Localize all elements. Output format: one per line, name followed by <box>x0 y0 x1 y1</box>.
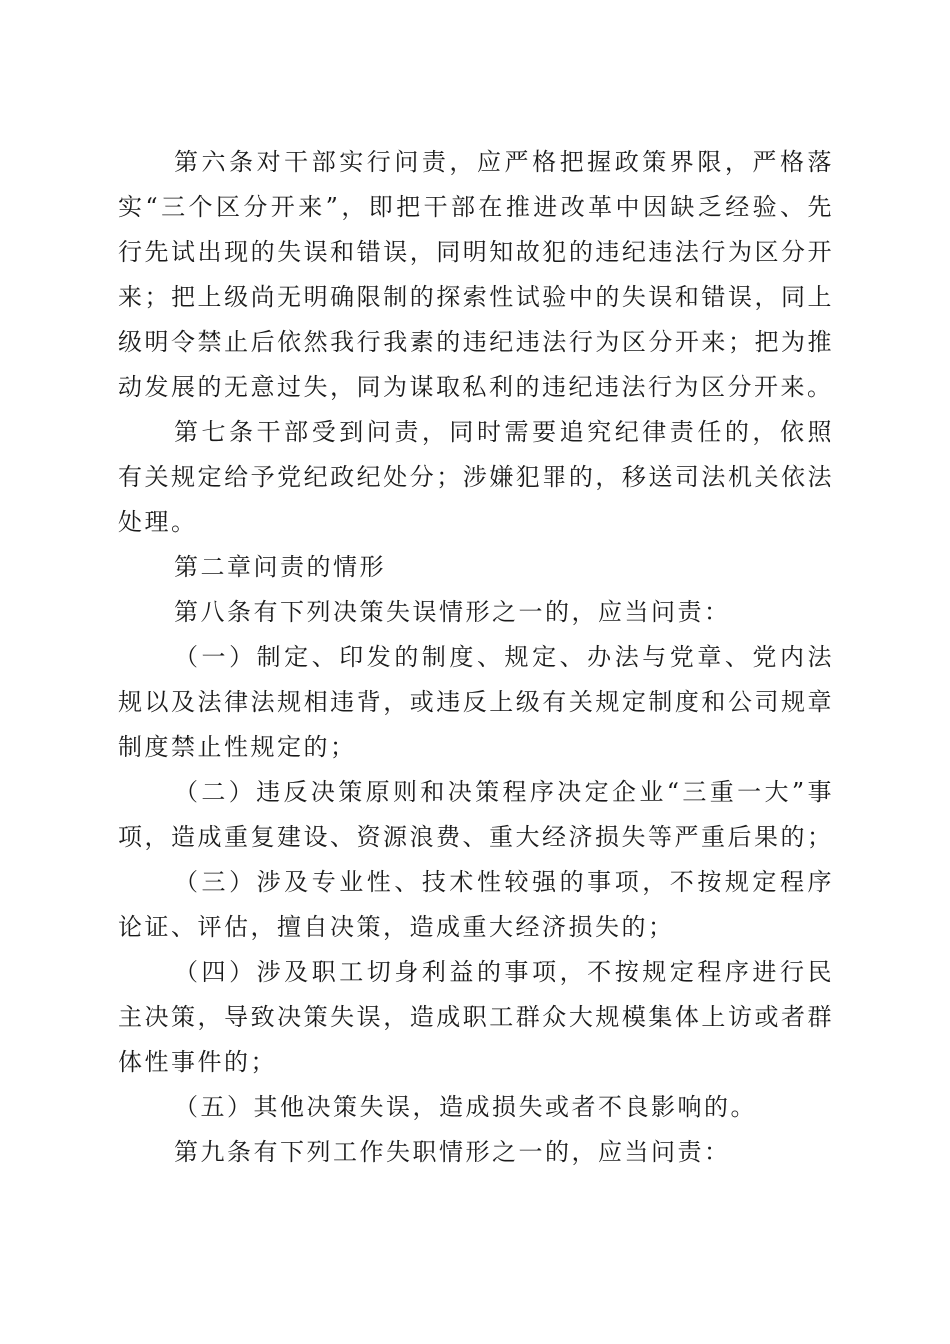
article-6-paragraph: 第六条对干部实行问责，应严格把握政策界限，严格落实“三个区分开来”，即把干部在推进改革中因缺乏经验、先行先试出现的失误和错误，同明知故犯的违纪违法行为区分开来；把上级尚无明确限制的探索性试验中的失误和错误，同上级明令禁止后依然我行我素的违纪违法行为区分开来；把为推动发展的无意过失，同为谋取私利的违纪违法行为区分开来。 <box>118 148 834 401</box>
article-8-item-1: （一）制定、印发的制度、规定、办法与党章、党内法规以及法律法规相违背，或违反上级有关规定制度和公司规章制度禁止性规定的； <box>118 643 834 761</box>
article-8-item-4: （四）涉及职工切身利益的事项，不按规定程序进行民主决策，导致决策失误，造成职工群众大规模集体上访或者群体性事件的； <box>118 958 834 1076</box>
article-7-paragraph: 第七条干部受到问责，同时需要追究纪律责任的，依照有关规定给予党纪政纪处分；涉嫌犯罪的，移送司法机关依法处理。 <box>118 418 834 536</box>
chapter-2-heading: 第二章问责的情形 <box>174 553 386 581</box>
document-page <box>118 140 834 1175</box>
article-8-paragraph: 第八条有下列决策失误情形之一的，应当问责： <box>174 598 731 626</box>
article-8-item-3: （三）涉及专业性、技术性较强的事项，不按规定程序论证、评估，擅自决策，造成重大经济损失的； <box>118 868 834 941</box>
article-8-item-2: （二）违反决策原则和决策程序决定企业“三重一大”事项，造成重复建设、资源浪费、重大经济损失等严重后果的； <box>118 778 834 851</box>
article-9-paragraph: 第九条有下列工作失职情形之一的，应当问责： <box>174 1138 731 1166</box>
article-8-item-5: （五）其他决策失误，造成损失或者不良影响的。 <box>174 1093 757 1121</box>
